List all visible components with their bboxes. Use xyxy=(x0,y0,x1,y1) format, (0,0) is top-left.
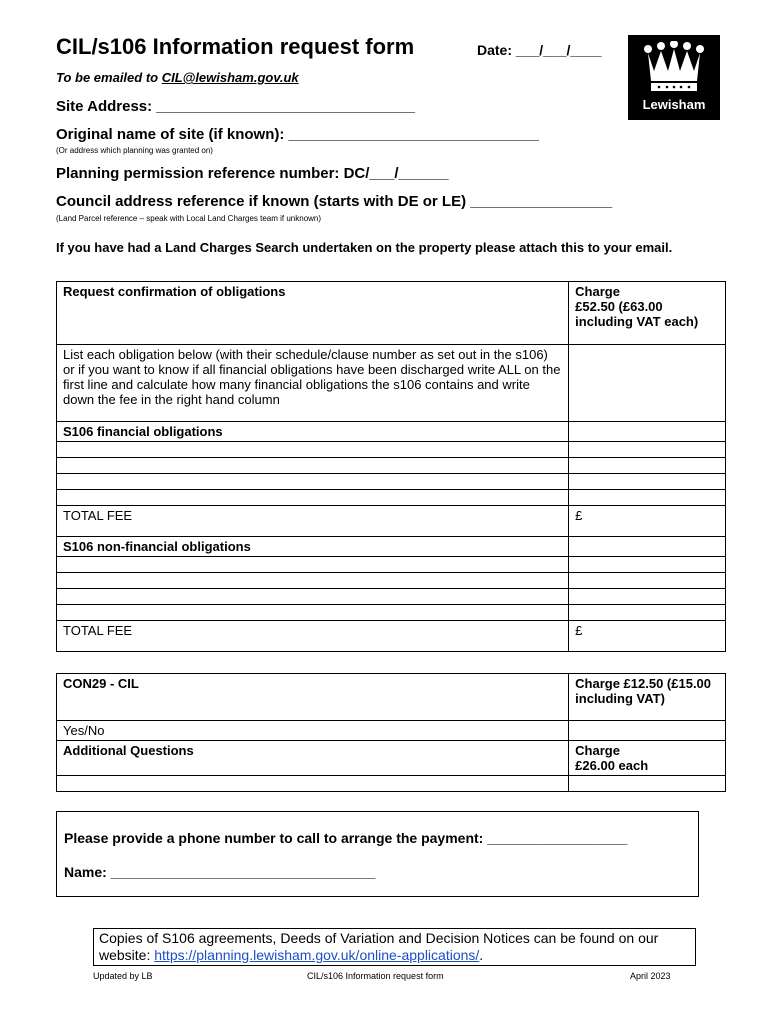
table-cell[interactable] xyxy=(569,721,726,741)
table-cell[interactable] xyxy=(569,557,726,573)
additional-questions-heading: Additional Questions xyxy=(57,741,569,776)
table-cell[interactable] xyxy=(57,557,569,573)
nonfinancial-obligations-heading: S106 non-financial obligations xyxy=(57,537,569,557)
table-cell[interactable] xyxy=(569,345,726,422)
council-logo xyxy=(628,35,720,120)
original-name-note: (Or address which planning was granted on) xyxy=(56,146,213,155)
email-address-link[interactable]: CIL@lewisham.gov.uk xyxy=(161,70,299,85)
table-cell[interactable] xyxy=(57,605,569,621)
table-cell[interactable] xyxy=(569,573,726,589)
table-cell[interactable] xyxy=(57,573,569,589)
obligations-table xyxy=(56,281,726,652)
copies-text: Copies of S106 agreements, Deeds of Variation and Decision Notices can be found on our website: xyxy=(99,930,659,963)
date-field[interactable]: Date: ___/___/____ xyxy=(477,42,602,58)
planning-reference-field[interactable]: Planning permission reference number: DC/___/______ xyxy=(56,165,449,182)
original-name-field[interactable]: Original name of site (if known): ______________________________ xyxy=(56,126,539,143)
obligations-charge-header: Charge £52.50 (£63.00 including VAT each) xyxy=(569,282,726,345)
phone-number-field[interactable]: Please provide a phone number to call to arrange the payment: __________________ xyxy=(64,830,628,846)
email-instruction xyxy=(56,70,299,85)
logo-text: Lewisham xyxy=(642,97,706,112)
table-cell[interactable] xyxy=(569,442,726,458)
online-applications-link[interactable]: https://planning.lewisham.gov.uk/online-applications/ xyxy=(154,947,480,963)
table-cell[interactable] xyxy=(569,422,726,442)
name-field[interactable]: Name: __________________________________ xyxy=(64,864,376,880)
additional-questions-charge: Charge £26.00 each xyxy=(569,741,726,776)
nonfinancial-total-label: TOTAL FEE xyxy=(57,621,569,652)
copies-suffix: . xyxy=(479,947,484,963)
table-cell[interactable] xyxy=(569,589,726,605)
financial-total-label: TOTAL FEE xyxy=(57,506,569,537)
email-prefix: To be emailed to xyxy=(56,70,162,85)
table-cell[interactable] xyxy=(57,474,569,490)
table-cell[interactable] xyxy=(57,490,569,506)
footer-date: April 2023 xyxy=(630,971,671,981)
table-cell[interactable] xyxy=(569,474,726,490)
council-reference-note: (Land Parcel reference – speak with Local Land Charges team if unknown) xyxy=(56,214,322,223)
financial-total-value[interactable]: £ xyxy=(569,506,726,537)
footer-updated-by: Updated by LB xyxy=(93,971,153,981)
nonfinancial-total-value[interactable]: £ xyxy=(569,621,726,652)
page-title: CIL/s106 Information request form xyxy=(56,34,415,59)
table-cell[interactable] xyxy=(569,490,726,506)
financial-obligations-heading: S106 financial obligations xyxy=(57,422,569,442)
obligations-header: Request confirmation of obligations xyxy=(57,282,569,345)
land-search-note: If you have had a Land Charges Search undertaken on the property please attach this to your email. xyxy=(56,240,673,255)
table-cell[interactable] xyxy=(569,537,726,557)
con29-title: CON29 - CIL xyxy=(57,674,569,721)
table-cell[interactable] xyxy=(57,458,569,474)
copies-notice xyxy=(93,928,696,966)
table-cell[interactable] xyxy=(57,442,569,458)
table-cell[interactable] xyxy=(569,605,726,621)
con29-table xyxy=(56,673,726,792)
council-reference-field[interactable]: Council address reference if known (starts with DE or LE) _________________ xyxy=(56,193,613,210)
con29-charge: Charge £12.50 (£15.00 including VAT) xyxy=(569,674,726,721)
crown-icon xyxy=(642,41,706,95)
con29-yes-no[interactable]: Yes/No xyxy=(57,721,569,741)
site-address-field[interactable]: Site Address: _______________________________ xyxy=(56,98,415,115)
table-cell[interactable] xyxy=(57,589,569,605)
payment-box xyxy=(56,811,699,897)
table-cell[interactable] xyxy=(569,776,726,792)
table-cell[interactable] xyxy=(569,458,726,474)
footer-form-name: CIL/s106 Information request form xyxy=(307,971,444,981)
table-cell[interactable] xyxy=(57,776,569,792)
obligations-instructions: List each obligation below (with their schedule/clause number as set out in the s106) or if you want to know if all financial obligations have been discharged write ALL on the first line and calculate how many financial obligations the s106 contains and write down the fee in the right hand column xyxy=(57,345,569,422)
